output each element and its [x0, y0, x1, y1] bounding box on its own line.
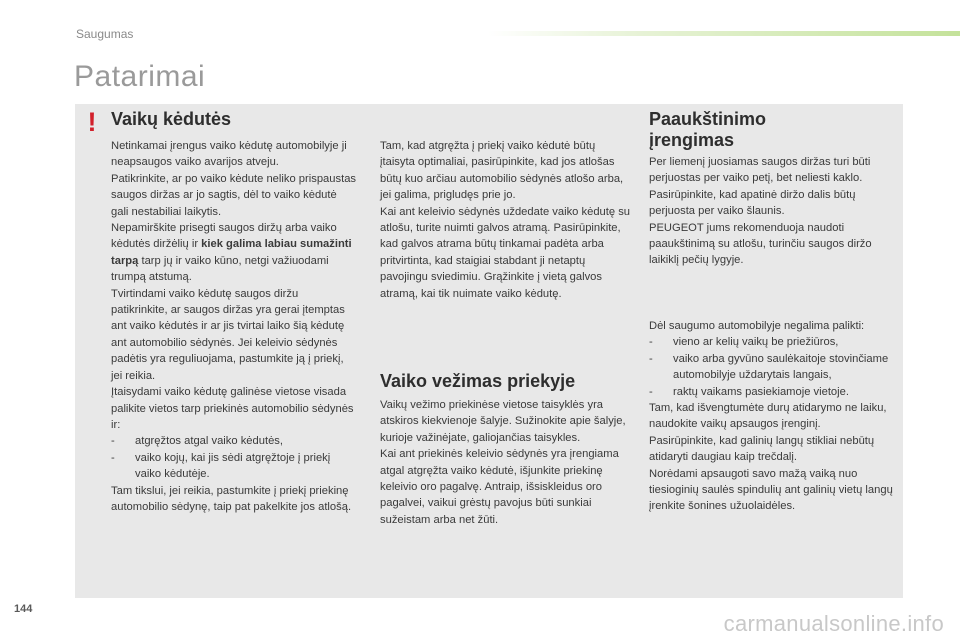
page-title: Patarimai — [74, 60, 206, 93]
list-item: - vieno ar kelių vaikų be priežiūros, — [649, 334, 901, 350]
paragraph: Vaikų vežimo priekinėse vietose taisyklės yra atskiros kiekvienoje šalyje. Sužinokite apie šalyje, kurioje važinėjate, galiojančias taisykles. — [380, 399, 626, 444]
paragraph: Norėdami apsaugoti savo mažą vaiką nuo tiesioginių saulės spindulių ant galinių vietų langų įrenkite šonines užuolaidėles. — [649, 467, 893, 513]
paragraph: PEUGEOT jums rekomenduoja naudoti paaukštinimą su atlošu, turinčiu saugos diržo laikiklį pečių lygyje. — [649, 221, 872, 267]
list-item: - atgręžtos atgal vaiko kėdutės, — [111, 433, 356, 449]
column-safety-notes — [649, 318, 901, 515]
paragraph: Netinkamai įrengus vaiko kėdutę automobilyje ji neapsaugos vaiko avarijos atveju. — [111, 140, 347, 169]
exclamation-icon: ! — [87, 107, 97, 137]
paragraph: Kai ant keleivio sėdynės uždedate vaiko kėdutę su atlošu, turite nuimti galvos atramą. Pasirūpinkite, kad galvos atrama būtų tinkamai padėta arba pritvirtinta, kad staigiai stabdant ji netaptų pavojingu sviedimiu. Grąžinkite į vietą galvos atramą, kai tik nuimate vaiko kėdutę. — [380, 205, 631, 300]
page-number: 144 — [14, 603, 33, 615]
paragraph: Įtaisydami vaiko kėdutę galinėse vietose visada palikite vietos tarp priekinės automobilio sėdynės ir: — [111, 386, 354, 431]
paragraph: Patikrinkite, ar po vaiko kėdute neliko prispaustas saugos diržas ar jo sagtis, dėl to vaiko kėdutė gali nestabiliai laikytis. — [111, 172, 357, 218]
paragraph: Tam tikslui, jei reikia, pastumkite į priekį priekinę automobilio sėdynę, taip pat pakelkite jos atlošą. — [111, 484, 352, 513]
list-item: - vaiko kojų, kai jis sėdi atgręžtoje į priekį vaiko kėdutėje. — [111, 450, 356, 483]
section-label: Saugumas — [76, 27, 134, 41]
list-item: - raktų vaikams pasiekiamoje vietoje. — [649, 384, 901, 400]
paragraph: Tam, kad išvengtumėte durų atidarymo ne laiku, naudokite vaikų apsaugos įrenginį. — [649, 402, 887, 431]
paragraph: Nepamirškite prisegti saugos diržų arba vaiko kėdutės diržėlių ir kiek galima labiau sumažinti tarpą tarp jų ir vaiko kūno, netgi važiuodami trumpą atstumą. — [111, 222, 352, 284]
paragraph: Dėl saugumo automobilyje negalima palikti: — [649, 320, 865, 332]
paragraph: Per liemenį juosiamas saugos diržas turi būti perjuostas per vaiko petį, bet neliesti kaklo. — [649, 156, 871, 185]
list-item: - vaiko arba gyvūno saulėkaitoje stovinčiame automobilyje uždarytais langais, — [649, 351, 901, 384]
header-divider — [488, 31, 960, 36]
paragraph: Pasirūpinkite, kad galinių langų stikliai nebūtų atidaryti daugiau kaip trečdalį. — [649, 434, 875, 464]
column-front-transport — [380, 397, 632, 528]
column-booster-seat — [649, 154, 901, 269]
paragraph: Pasirūpinkite, kad apatinė diržo dalis būtų perjuosta per vaiko šlaunis. — [649, 188, 856, 218]
watermark: carmanualsonline.info — [723, 611, 944, 636]
column-seat-tips — [380, 138, 632, 302]
paragraph: Tam, kad atgręžta į priekį vaiko kėdutė būtų įtaisyta optimaliai, pasirūpinkite, kad jos atlošas būtų kuo arčiau automobilio sėdynės atlošo arba, jei galima, prigludęs prie jo. — [380, 140, 624, 202]
heading-child-seats: Vaikų kėdutės — [111, 109, 232, 129]
heading-booster-seat: Paaukštinimo įrengimas — [649, 109, 767, 150]
column-child-seats — [111, 138, 356, 515]
paragraph: Tvirtindami vaiko kėdutę saugos diržu patikrinkite, ar saugos diržas yra gerai įtemptas ant vaiko kėdutės ir ar jis tvirtai laiko šią kėdutę ant automobilio sėdynės. Jei keleivio sėdynės padėtis yra reguliuojama, pastumkite ją į priekį, jei reikia. — [111, 287, 345, 382]
bold-emphasis: kiek galima labiau sumažinti tarpą — [111, 238, 352, 267]
paragraph: Kai ant priekinės keleivio sėdynės yra įrengiama atgal atgręžta vaiko kėdutė, išjunkite priekinę keleivio oro pagalvę. Antraip, išsiskleidus oro pagalvei, vaikui grėstų pavojus būti sunkiai sužeistam arba net žūti. — [380, 448, 619, 526]
heading-front-transport: Vaiko vežimas priekyje — [380, 371, 576, 391]
